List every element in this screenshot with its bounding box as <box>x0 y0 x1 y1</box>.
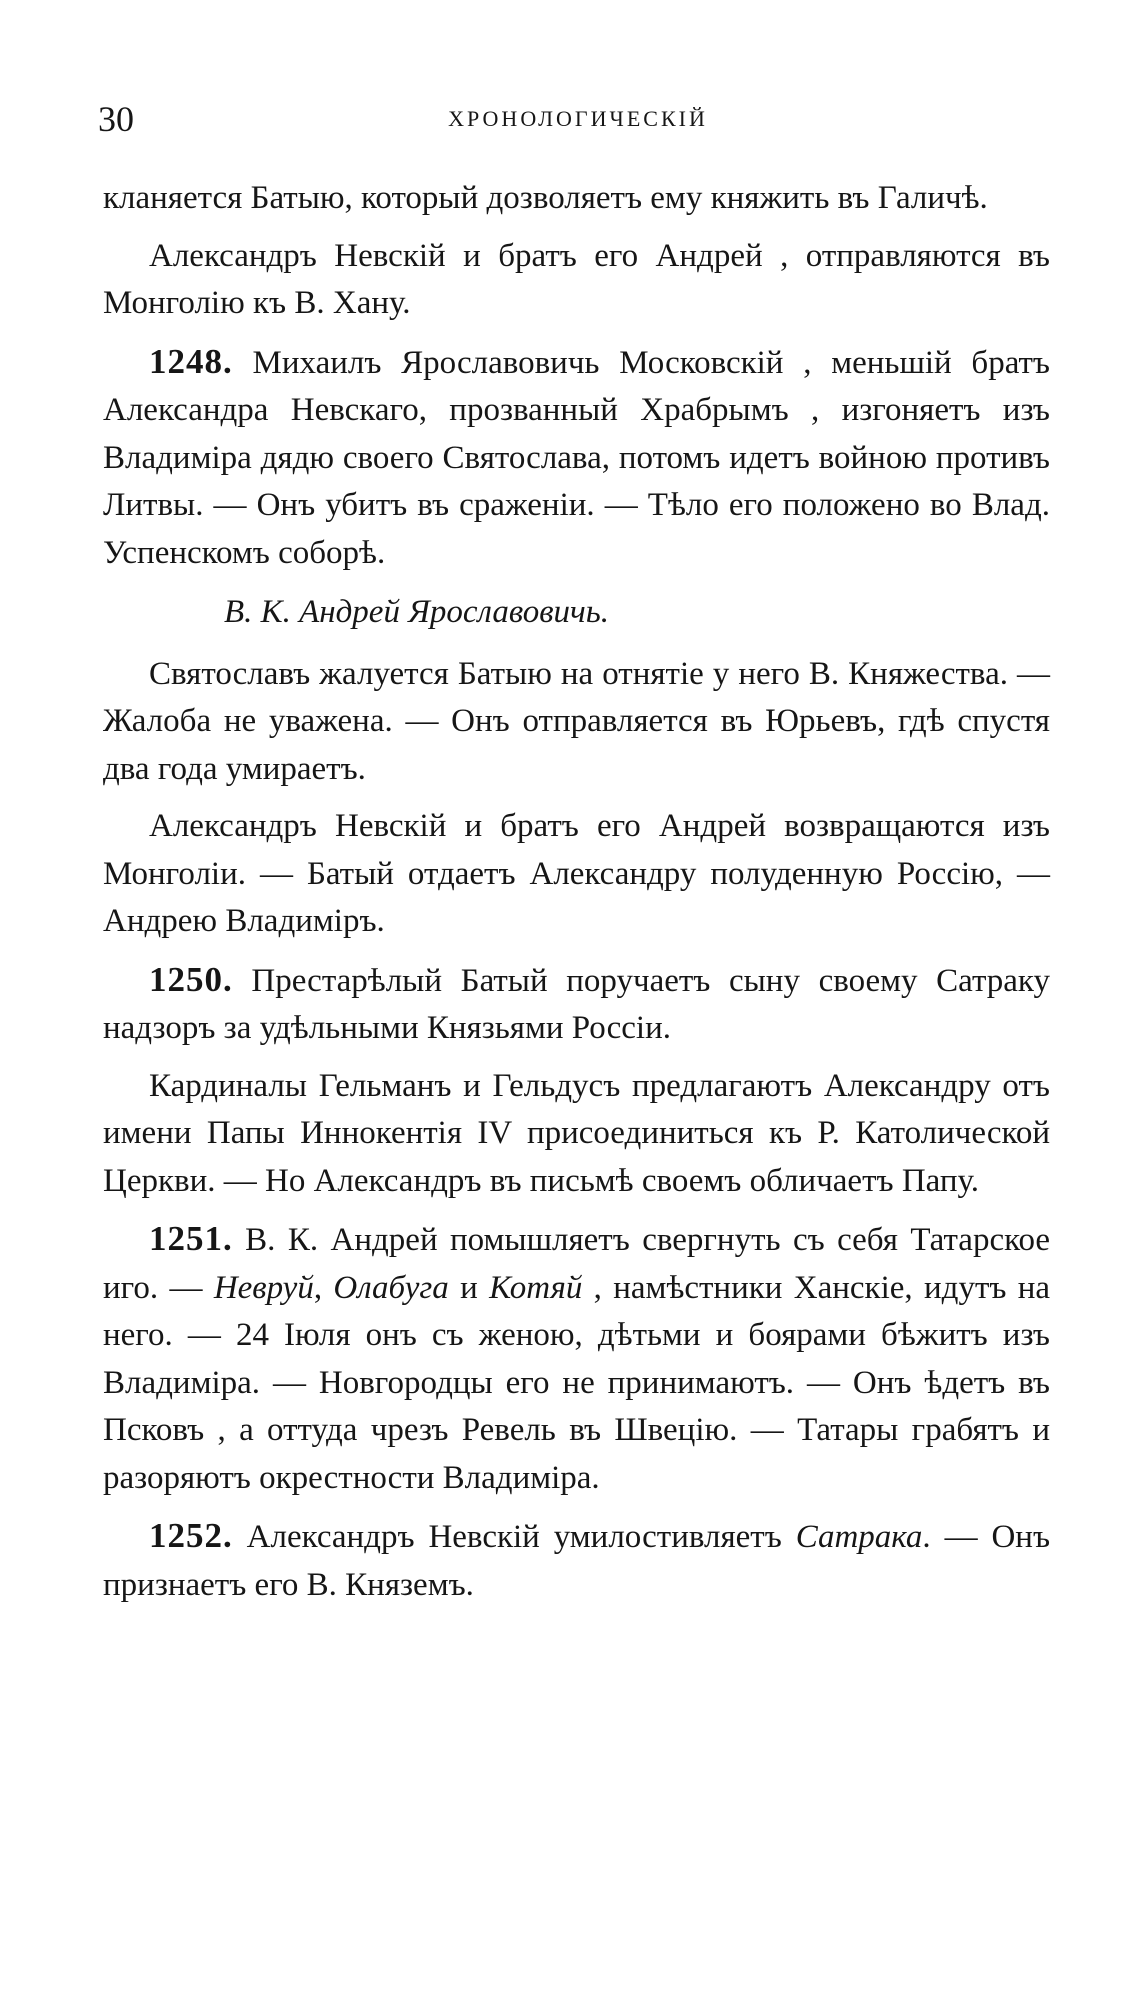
page-body <box>103 175 1050 1609</box>
person-name: Олабуга <box>333 1269 449 1306</box>
person-name: Невруй <box>213 1269 314 1306</box>
entry-1248 <box>103 338 1050 578</box>
entry-text: Престарѣлый Батый поручаетъ сыну своему Сатраку надзоръ за удѣльными Князьями Россіи. <box>103 962 1050 1046</box>
year-label: 1251. <box>149 1219 233 1258</box>
separator: и <box>460 1269 478 1306</box>
year-label: 1250. <box>149 959 233 999</box>
year-label: 1248. <box>149 341 233 381</box>
entry-text: . — Онъ признаетъ его В. Княземъ. <box>103 1519 1051 1603</box>
paragraph: Александръ Невскій и братъ его Андрей возвращаются изъ Монголіи. — Батый отдаетъ Александру полуденную Россію, — Андрею Владиміръ. <box>103 808 1050 939</box>
entry-1252 <box>103 1512 1050 1609</box>
entry-text: , намѣстники Ханскіе, идутъ на него. — 24 Іюля онъ съ женою, дѣтьми и боярами бѣжитъ изъ Владиміра. — Новгородцы его не принимаютъ. — Онъ ѣдетъ въ Псковъ , а оттуда чрезъ Ревель въ Швецію. — Татары грабятъ и разоряютъ окрестности Владиміра. <box>103 1269 1051 1496</box>
person-name: Сатрака <box>795 1519 923 1555</box>
paragraph: Святославъ жалуется Батыю на отнятіе у него В. Княжества. — Жалоба не уважена. — Онъ отправляется въ Юрьевъ, гдѣ спустя два года умираетъ. <box>103 655 1050 787</box>
entry-text: Михаилъ Ярославовичь Московскій , меньшій братъ Александра Невскаго, прозванный Храбрымъ , изгоняетъ изъ Владиміра дядю своего Святослава, потомъ идетъ войною противъ Литвы. — Онъ убитъ въ сраженіи. — Тѣло его положено во Влад. Успенскомъ соборѣ. <box>103 344 1050 571</box>
page-header <box>98 98 1058 148</box>
section-title: В. К. Андрей Ярославовичь. <box>224 594 610 630</box>
entry-1251 <box>103 1215 1050 1502</box>
paragraph: кланяется Батыю, который дозволяетъ ему княжить въ Галичѣ. <box>103 180 988 216</box>
page-number: 30 <box>98 99 134 139</box>
running-title: ХРОНОЛОГИЧЕСКІЙ <box>448 106 708 131</box>
entry-text: Александръ Невскій умилостивляетъ <box>246 1519 782 1555</box>
year-label: 1252. <box>149 1516 233 1555</box>
paragraph: Александръ Невскій и братъ его Андрей , отправляются въ Монголію къ В. Хану. <box>103 237 1050 321</box>
paragraph: Кардиналы Гельманъ и Гельдусъ предлагаютъ Александру отъ имени Папы Иннокентія IV присоединиться къ Р. Католической Церкви. — Но Александръ въ письмѣ своемъ обличаетъ Папу. <box>103 1067 1050 1199</box>
person-name: Котяй <box>489 1269 583 1306</box>
entry-1250 <box>103 956 1050 1053</box>
separator: , <box>313 1269 323 1306</box>
entry-text: В. К. Андрей помышляетъ свергнуть съ себя Татарское иго. — <box>103 1222 1050 1306</box>
